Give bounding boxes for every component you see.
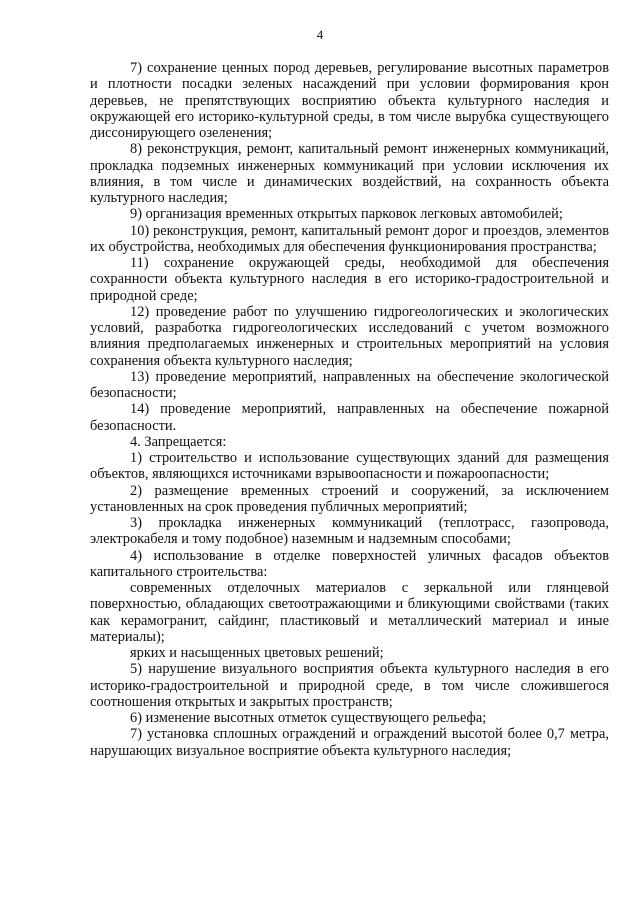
prohibited-item-2-temporary-structures: 2) размещение временных строений и сооружений, за исключением установленных на срок проведения публичных мероприятий;: [90, 482, 609, 515]
prohibited-subitem-reflective-materials: современных отделочных материалов с зеркальной или глянцевой поверхностью, обладающих светоотражающими и бликующими свойствами (таких как керамогранит, сайдинг, пластиковый и металлический материал и иные материалы);: [90, 580, 609, 645]
section-heading-prohibited: 4. Запрещается:: [130, 433, 227, 450]
prohibited-item-7-fences: 7) установка сплошных ограждений и ограждений высотой более 0,7 метра, нарушающих визуальное восприятие объекта культурного наследия;: [90, 726, 609, 759]
page-number: 4: [316, 27, 324, 42]
paragraph-item-10-roads-repair: 10) реконструкция, ремонт, капитальный ремонт дорог и проездов, элементов их обустройства, необходимых для обеспечения функционирования пространства;: [90, 222, 609, 255]
paragraph-item-13-ecological-safety: 13) проведение мероприятий, направленных на обеспечение экологической безопасности;: [90, 368, 609, 401]
prohibited-subitem-bright-colors: ярких и насыщенных цветовых решений;: [130, 645, 384, 661]
paragraph-item-9-temporary-parking: 9) организация временных открытых парковок легковых автомобилей;: [130, 206, 563, 223]
paragraph-item-14-fire-safety: 14) проведение мероприятий, направленных на обеспечение пожарной безопасности.: [90, 401, 609, 434]
paragraph-item-7-preservation-trees: 7) сохранение ценных пород деревьев, регулирование высотных параметров и плотности посадки зеленых насаждений при условии формирования крон деревьев, не препятствующих восприятию объекта культурного наследия и окружающей его историко-культурной среды, в том числе вырубка существующего диссонирующего озеленения;: [90, 60, 609, 141]
paragraph-item-12-hydrogeological-works: 12) проведение работ по улучшению гидрогеологических и экологических условий, разработка гидрогеологических исследований с учетом возможного влияния предполагаемых инженерных и строительных мероприятий на условия сохранения объекта культурного наследия;: [90, 303, 609, 369]
prohibited-item-1-construction: 1) строительство и использование существующих зданий для размещения объектов, являющихся источниками взрывоопасности и пожароопасности;: [90, 450, 609, 483]
paragraph-item-8-engineering-communications: 8) реконструкция, ремонт, капитальный ремонт инженерных коммуникаций, прокладка подземных инженерных коммуникаций при условии исключения их влияния, в том числе и динамических воздействий, на сохранность объекта культурного наследия;: [90, 141, 609, 206]
prohibited-item-4-facade-finishing: 4) использование в отделке поверхностей уличных фасадов объектов капитального строительства:: [90, 547, 609, 580]
body-text: [90, 60, 609, 759]
prohibited-item-5-visual-perception: 5) нарушение визуального восприятия объекта культурного наследия в его историко-градостроительной и природной среде, в том числе сложившегося соотношения открытых и закрытых пространств;: [90, 661, 609, 710]
prohibited-item-6-relief-change: 6) изменение высотных отметок существующего рельефа;: [130, 710, 487, 726]
paragraph-item-11-environment-preservation: 11) сохранение окружающей среды, необходимой для обеспечения сохранности объекта культурного наследия в его историко-градостроительной и природной среде;: [90, 255, 609, 304]
prohibited-item-3-aboveground-communications: 3) прокладка инженерных коммуникаций (теплотрасс, газопровода, электрокабеля и тому подобное) наземным и надземным способами;: [90, 515, 609, 548]
